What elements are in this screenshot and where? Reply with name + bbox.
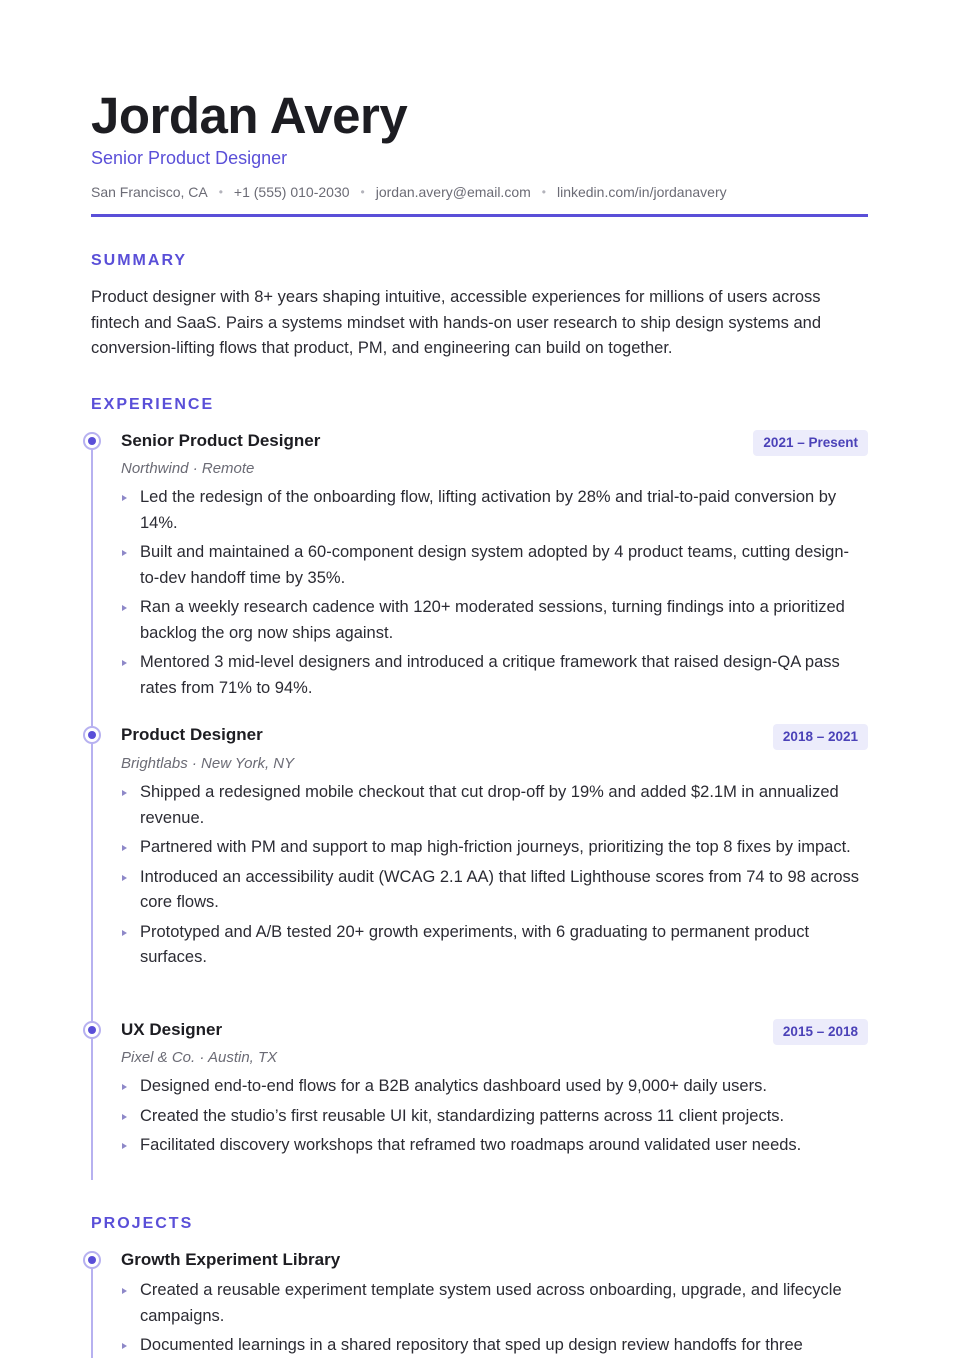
bullet-list — [121, 1278, 868, 1358]
bullet-item: Ran a weekly research cadence with 120+ moderated sessions, turning findings into a prioritized backlog the org now ships against. — [121, 595, 868, 646]
job-title: UX Designer — [121, 1020, 223, 1039]
timeline-dot-icon — [83, 1021, 101, 1039]
bullet-item: Introduced an accessibility audit (WCAG 2.1 AA) that lifted Lighthouse scores from 74 to 98 across core flows. — [121, 865, 868, 916]
bullet-item: Partnered with PM and support to map high-friction journeys, prioritizing the top 8 fixes by impact. — [121, 835, 868, 861]
project-title: Growth Experiment Library — [121, 1250, 341, 1269]
bullet-item: Created the studio’s first reusable UI kit, standardizing patterns across 11 client projects. — [121, 1104, 868, 1130]
bullet-item: Documented learnings in a shared repository that sped up design review handoffs for three — [121, 1333, 868, 1358]
contact-email[interactable]: jordan.avery@email.com — [375, 184, 531, 200]
date-badge: 2018 – 2021 — [773, 724, 868, 750]
date-badge: 2015 – 2018 — [773, 1019, 868, 1045]
contact-location: San Francisco, CA — [91, 184, 208, 200]
bullet-item: Prototyped and A/B tested 20+ growth experiments, with 6 graduating to permanent product surfaces. — [121, 920, 868, 971]
experience-timeline-line — [91, 441, 93, 1180]
contact-separator: • — [218, 185, 223, 199]
bullet-item: Mentored 3 mid-level designers and introduced a critique framework that raised design-QA pass rates from 71% to 94%. — [121, 650, 868, 701]
contact-phone[interactable]: +1 (555) 010-2030 — [233, 184, 350, 200]
bullet-list — [121, 1074, 868, 1159]
projects-heading: PROJECTS — [91, 1215, 194, 1232]
bullet-item: Shipped a redesigned mobile checkout that cut drop-off by 19% and added $2.1M in annualized revenue. — [121, 780, 868, 831]
timeline-dot-icon — [83, 1251, 101, 1269]
bullet-item: Facilitated discovery workshops that reframed two roadmaps around validated user needs. — [121, 1133, 868, 1159]
company-location: Pixel & Co. · Austin, TX — [121, 1049, 278, 1066]
bullet-item: Led the redesign of the onboarding flow, lifting activation by 28% and trial-to-paid conversion by 14%. — [121, 485, 868, 536]
timeline-dot-icon — [83, 432, 101, 450]
bullet-item: Designed end-to-end flows for a B2B analytics dashboard used by 9,000+ daily users. — [121, 1074, 868, 1100]
projects-timeline-line — [91, 1260, 93, 1358]
timeline-dot-icon — [83, 726, 101, 744]
header-divider — [91, 214, 868, 217]
contact-separator: • — [541, 185, 546, 199]
bullet-item: Created a reusable experiment template system used across onboarding, upgrade, and lifecycle campaigns. — [121, 1278, 868, 1329]
contact-separator: • — [360, 185, 365, 199]
job-title: Senior Product Designer — [121, 431, 321, 450]
company-location: Northwind · Remote — [121, 460, 255, 477]
experience-heading: EXPERIENCE — [91, 396, 215, 413]
candidate-name: Jordan Avery — [91, 87, 408, 144]
candidate-title: Senior Product Designer — [91, 148, 288, 168]
date-badge: 2021 – Present — [753, 430, 868, 456]
bullet-list — [121, 485, 868, 701]
bullet-list — [121, 780, 868, 971]
summary-text: Product designer with 8+ years shaping intuitive, accessible experiences for millions of users across fintech and SaaS. Pairs a systems mindset with hands-on user research to ship design systems and conversion-lifting flows that product, PM, and engineering can build on together. — [91, 288, 822, 357]
contact-linkedin[interactable]: linkedin.com/in/jordanavery — [556, 184, 727, 200]
company-location: Brightlabs · New York, NY — [121, 755, 295, 772]
contact-line — [91, 183, 727, 201]
job-title: Product Designer — [121, 725, 263, 744]
bullet-item: Built and maintained a 60-component design system adopted by 4 product teams, cutting design-to-dev handoff time by 35%. — [121, 540, 868, 591]
summary-heading: SUMMARY — [91, 252, 188, 269]
